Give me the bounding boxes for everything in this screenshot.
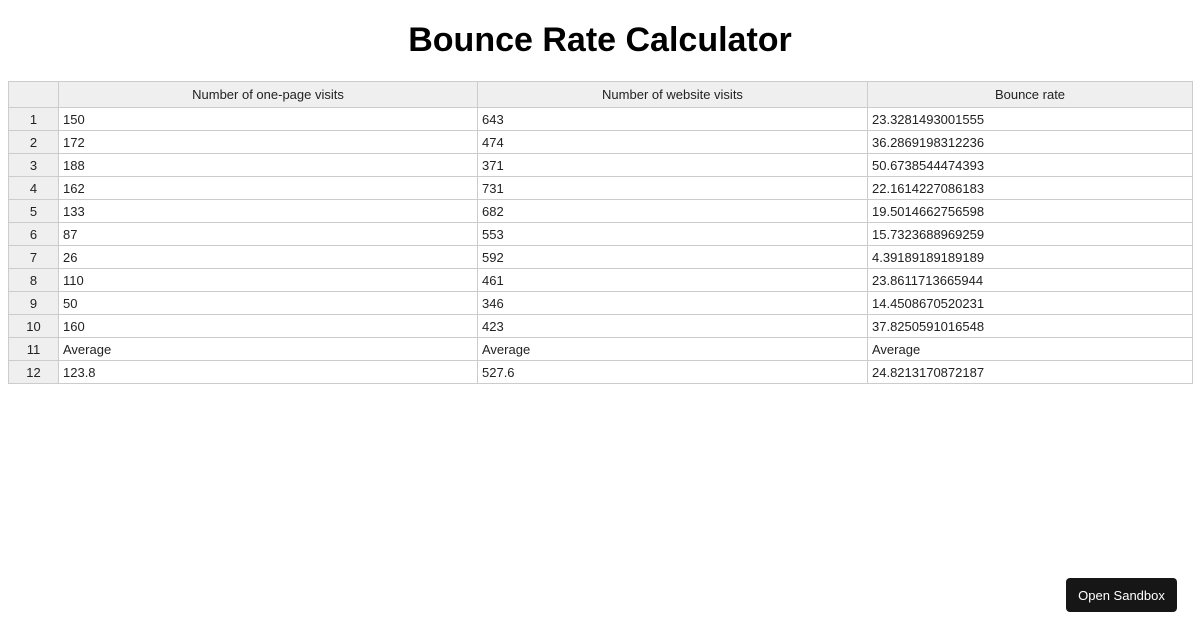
row-number: 10 (9, 315, 59, 338)
website-visits-cell[interactable]: 461 (478, 269, 868, 292)
one-page-visits-cell[interactable]: 133 (59, 200, 478, 223)
website-visits-cell[interactable]: 553 (478, 223, 868, 246)
one-page-visits-cell[interactable]: Average (59, 338, 478, 361)
bounce-rate-cell[interactable]: 19.5014662756598 (868, 200, 1193, 223)
row-number: 8 (9, 269, 59, 292)
row-number: 3 (9, 154, 59, 177)
row-number: 6 (9, 223, 59, 246)
table-row (9, 292, 1193, 315)
bounce-rate-cell[interactable]: 36.2869198312236 (868, 131, 1193, 154)
row-number: 11 (9, 338, 59, 361)
corner-header (9, 82, 59, 108)
bounce-rate-cell[interactable]: 23.3281493001555 (868, 108, 1193, 131)
website-visits-cell[interactable]: 371 (478, 154, 868, 177)
website-visits-cell[interactable]: 592 (478, 246, 868, 269)
one-page-visits-cell[interactable]: 26 (59, 246, 478, 269)
row-number: 1 (9, 108, 59, 131)
one-page-visits-cell[interactable]: 150 (59, 108, 478, 131)
bounce-rate-cell[interactable]: 4.39189189189189 (868, 246, 1193, 269)
page-title: Bounce Rate Calculator (408, 21, 792, 59)
bounce-rate-cell[interactable]: 15.7323688969259 (868, 223, 1193, 246)
bounce-rate-cell[interactable]: 22.1614227086183 (868, 177, 1193, 200)
table-row (9, 154, 1193, 177)
column-header-bounce-rate[interactable]: Bounce rate (868, 82, 1193, 108)
one-page-visits-cell[interactable]: 87 (59, 223, 478, 246)
one-page-visits-cell[interactable]: 172 (59, 131, 478, 154)
column-header-one-page-visits[interactable]: Number of one-page visits (59, 82, 478, 108)
row-number: 12 (9, 361, 59, 384)
table-row (9, 361, 1193, 384)
bounce-rate-cell[interactable]: 23.8611713665944 (868, 269, 1193, 292)
table-body (9, 108, 1193, 384)
one-page-visits-cell[interactable]: 162 (59, 177, 478, 200)
one-page-visits-cell[interactable]: 50 (59, 292, 478, 315)
website-visits-cell[interactable]: 423 (478, 315, 868, 338)
header-row (9, 82, 1193, 108)
column-header-website-visits[interactable]: Number of website visits (478, 82, 868, 108)
website-visits-cell[interactable]: 682 (478, 200, 868, 223)
table-row (9, 200, 1193, 223)
row-number: 2 (9, 131, 59, 154)
table-row (9, 177, 1193, 200)
table-row (9, 315, 1193, 338)
website-visits-cell[interactable]: 643 (478, 108, 868, 131)
bounce-rate-cell[interactable]: 14.4508670520231 (868, 292, 1193, 315)
table-row (9, 269, 1193, 292)
row-number: 4 (9, 177, 59, 200)
website-visits-cell[interactable]: 474 (478, 131, 868, 154)
one-page-visits-cell[interactable]: 160 (59, 315, 478, 338)
website-visits-cell[interactable]: Average (478, 338, 868, 361)
bounce-rate-cell[interactable]: 24.8213170872187 (868, 361, 1193, 384)
bounce-rate-cell[interactable]: Average (868, 338, 1193, 361)
table-row (9, 338, 1193, 361)
open-sandbox-button[interactable]: Open Sandbox (1066, 578, 1177, 612)
row-number: 7 (9, 246, 59, 269)
table-row (9, 223, 1193, 246)
bounce-rate-cell[interactable]: 50.6738544474393 (868, 154, 1193, 177)
table-row (9, 108, 1193, 131)
one-page-visits-cell[interactable]: 123.8 (59, 361, 478, 384)
website-visits-cell[interactable]: 346 (478, 292, 868, 315)
bounce-rate-cell[interactable]: 37.8250591016548 (868, 315, 1193, 338)
table-row (9, 131, 1193, 154)
table-row (9, 246, 1193, 269)
one-page-visits-cell[interactable]: 110 (59, 269, 478, 292)
row-number: 5 (9, 200, 59, 223)
spreadsheet-table (8, 81, 1193, 384)
website-visits-cell[interactable]: 731 (478, 177, 868, 200)
one-page-visits-cell[interactable]: 188 (59, 154, 478, 177)
website-visits-cell[interactable]: 527.6 (478, 361, 868, 384)
row-number: 9 (9, 292, 59, 315)
